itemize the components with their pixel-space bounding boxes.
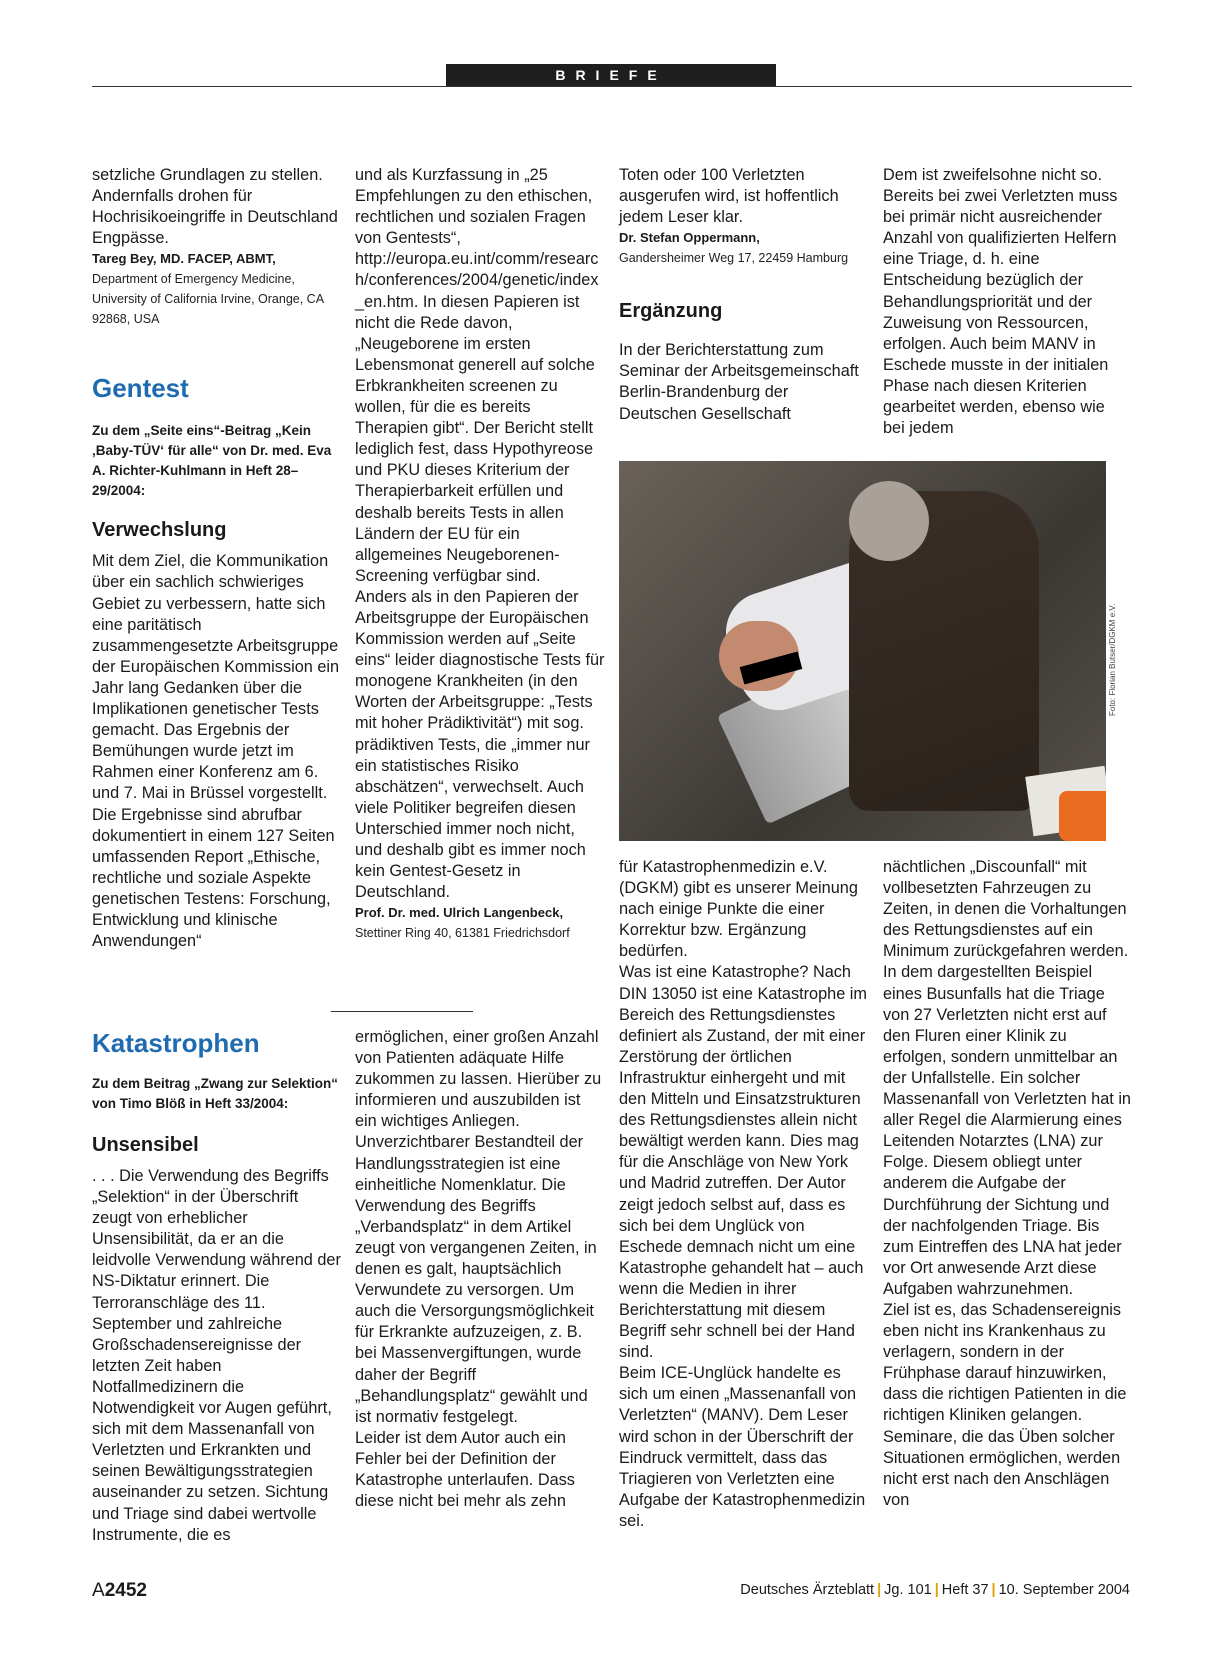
letter-heading: Unsensibel [92, 1134, 199, 1156]
column-1-top [92, 165, 342, 952]
journal-volume: Jg. 101 [884, 1582, 932, 1598]
article-reference: Zu dem Beitrag „Zwang zur Selektion“ von Timo Blöß in Heft 33/2004: [92, 1076, 339, 1111]
column-4-top [883, 165, 1128, 439]
author-signature: Prof. Dr. med. Ulrich Langenbeck, [355, 905, 564, 921]
paragraph: Beim ICE-Unglück handelte es sich um einen „Massenanfall von Verletzten“ (MANV). Dem Leser wird schon in der Überschrift der Eindruck vermittelt, dass das Triagieren von Verletzten eine Aufgabe der Katastrophenmedizin sei. [619, 1364, 866, 1530]
author-address: Gandersheimer Weg 17, 22459 Hamburg [619, 251, 849, 266]
author-address: Stettiner Ring 40, 61381 Friedrichsdorf [355, 926, 570, 941]
paragraph: setzliche Grundlagen zu stellen. Andernfalls drohen für Hochrisikoeingriffe in Deutschland Engpässe. [92, 166, 338, 248]
paragraph: Was ist eine Katastrophe? Nach DIN 13050 ist eine Katastrophe im Bereich des Rettungsdienstes definiert als Zustand, der mit einer Zerstörung der örtlichen Infrastruktur einhergeht und mit den Mitteln und Einsatzstrukturen des Rettungsdienstes allein nicht bewältigt werden kann. Dies mag für die Anschläge von New York und Madrid zutreffen. Der Autor zeigt jedoch selbst auf, dass es sich bei dem Unglück von Eschede demnach nicht um eine Katastrophe gehandelt hat – auch wenn die Medien in ihrer Berichterstattung mit diesem Begriff sehr schnell bei der Hand sind. [619, 963, 867, 1362]
paragraph: ermöglichen, einer großen Anzahl von Patienten adäquate Hilfe zukommen zu lassen. Hierüber zu informieren und auszubilden ist ein wichtiges Anliegen. [355, 1028, 602, 1131]
paragraph: Unverzichtbarer Bestandteil der Handlungsstrategien ist eine einheitliche Nomenklatur. Die Verwendung des Begriffs „Verbandsplatz“ in dem Artikel zeugt von vergangenen Zeiten, in denen es galt, hauptsächlich Verwundete zu versorgen. Um auch die Versorgungsmöglichkeit für Erkrankte aufzuzeigen, z. B. bei Massenvergiftungen, wurde daher der Begriff „Behandlungsplatz“ gewählt und ist normativ festgelegt. [355, 1133, 597, 1426]
paragraph: und als Kurzfassung in „25 Empfehlungen zu den ethischen, rechtlichen und sozialen Fragen von Gentests“, http://europa.eu.int/comm/research/conferences/2004/genetic/index_en.htm. In diesen Papieren ist nicht die Rede davon, „Neugeborene im ersten Lebensmonat generell auf solche Erbkrankheiten screenen zu wollen, für die es bereits Therapien gibt“. Der Bericht stellt lediglich fest, dass Hypothyreose und PKU dieses Kriterium der Therapierbarkeit erfüllen und deshalb bereits Tests in allen Ländern der EU für ein allgemeines Neugeborenen-Screening verfügbar sind. [355, 166, 599, 585]
medic-head-shape [849, 481, 929, 561]
footer-citation [740, 1582, 1130, 1598]
journal-issue: Heft 37 [941, 1582, 989, 1598]
paragraph: Toten oder 100 Verletzten ausgerufen wird, ist hoffentlich jedem Leser klar. [619, 166, 839, 227]
paragraph: Ziel ist es, das Schadensereignis eben nicht ins Krankenhaus zu verlagern, sondern in der Frühphase darauf hinzuwirken, dass die richtigen Patienten in die richtigen Kliniken gelangen. Seminare, die das Üben solcher Situationen ermöglichen, werden nicht erst nach den Anschlägen von [883, 1300, 1127, 1509]
author-signature: Tareg Bey, MD. FACEP, ABMT, [92, 251, 276, 267]
paragraph: für Katastrophenmedizin e.V. (DGKM) gibt es unserer Meinung nach einige Punkte die einer Korrektur bzw. Ergänzung bedürfen. [619, 858, 858, 961]
column-3-top [619, 165, 864, 425]
journal-name: Deutsches Ärzteblatt [740, 1582, 875, 1598]
page-number-value: 2452 [104, 1580, 147, 1601]
photo-credit: Foto: Florian Butser/DGKM e.V. [1108, 603, 1117, 716]
divider-line [331, 1011, 473, 1012]
article-reference: Zu dem „Seite eins“-Beitrag „Kein ‚Baby-TÜV‘ für alle“ von Dr. med. Eva A. Richter-Kuhlmann in Heft 28–29/2004: [92, 423, 332, 499]
column-1-bottom [92, 1028, 342, 1546]
paragraph: In der Berichterstattung zum Seminar der Arbeitsgemeinschaft Berlin-Brandenburg der Deutschen Gesellschaft [619, 341, 859, 423]
column-3-bottom [619, 857, 869, 1532]
rescue-photo [619, 461, 1106, 841]
column-2-bottom [355, 1027, 605, 1512]
section-heading: Gentest [92, 373, 189, 404]
separator: | [991, 1582, 996, 1598]
section-heading: Katastrophen [92, 1028, 260, 1058]
letter-heading: Ergänzung [619, 300, 723, 323]
paragraph: Dem ist zweifelsohne nicht so. Bereits bei zwei Verletzten muss bei primär nicht ausreichender Anzahl von qualifizierten Helfern eine Triage, d. h. eine Entscheidung bezüglich der Behandlungspriorität und der Zuweisung von Ressourcen, erfolgen. Auch beim MANV in Eschede musste in der initialen Phase nach diesen Kriterien gearbeitet werden, ebenso wie bei jedem [883, 166, 1118, 438]
paragraph: Mit dem Ziel, die Kommunikation über ein sachlich schwieriges Gebiet zu verbessern, hatte sich eine paritätisch zusammengesetzte Arbeitsgruppe der Europäischen Kommission ein Jahr lang Gedanken über die Implikationen genetischer Tests gemacht. Das Ergebnis der Bemühungen wurde jetzt im Rahmen einer Konferenz am 6. und 7. Mai in Brüssel vorgestellt. Die Ergebnisse sind abrufbar dokumentiert in einem 127 Seiten umfassenden Report „Ethische, rechtliche und soziale Aspekte genetischen Testens: Forschung, Entwicklung und klinische Anwendungen“ [92, 552, 340, 951]
paragraph: Anders als in den Papieren der Arbeitsgruppe der Europäischen Kommission werden auf „Seite eins“ leider diagnostische Tests für monogene Krankheiten (in den Worten der Arbeitsgruppe: „Tests mit hoher Prädiktivität“) mit sog. prädiktiven Tests, die „immer nur ein statistisches Risiko abschätzen“, verwechselt. Auch viele Politiker begreifen diesen Unterschied immer noch nicht, und deshalb gibt es immer noch kein Gentest-Gesetz in Deutschland. [355, 587, 605, 902]
section-label: BRIEFE [446, 64, 776, 86]
separator: | [934, 1582, 939, 1598]
paragraph: . . . Die Verwendung des Begriffs „Selektion“ in der Überschrift zeugt von erheblicher Unsensibilität, da er an die leidvolle Verwendung während der NS-Diktatur erinnert. Die Terroranschläge des 11. September und zahlreiche Großschadensereignisse der letzten Zeit haben Notfallmedizinern die Notwendigkeit vor Augen geführt, sich mit dem Massenanfall von Verletzten und Erkrankten und seinen Bewältigungsstrategien auseinander zu setzen. Sichtung und Triage sind dabei wertvolle Instrumente, die es [92, 1167, 341, 1544]
author-signature: Dr. Stefan Oppermann, [619, 230, 760, 246]
page-number [92, 1580, 147, 1602]
orange-case-shape [1059, 791, 1106, 841]
column-4-bottom [883, 857, 1133, 1511]
author-address: Department of Emergency Medicine, University of California Irvine, Orange, CA 92868, USA [92, 272, 324, 327]
letter-heading: Verwechslung [92, 519, 227, 542]
paragraph: nächtlichen „Discounfall“ mit vollbesetzten Fahrzeugen zu Zeiten, in denen die Vorhaltungen des Rettungsdienstes auf ein Minimum zurückgefahren werden. [883, 858, 1129, 961]
issue-date: 10. September 2004 [998, 1582, 1130, 1598]
separator: | [877, 1582, 882, 1598]
column-2-top [355, 165, 605, 943]
paragraph: Leider ist dem Autor auch ein Fehler bei der Definition der Katastrophe unterlaufen. Dass diese nicht bei mehr als zehn [355, 1428, 575, 1511]
header-rule [92, 86, 1132, 87]
page-prefix: A [92, 1580, 105, 1601]
paragraph: In dem dargestellten Beispiel eines Busunfalls hat die Triage von 27 Verletzten nicht erst auf den Fluren einer Klinik zu erfolgen, sondern unmittelbar an der Unfallstelle. Ein solcher Massenanfall von Verletzten hat in aller Regel die Alarmierung eines Leitenden Notarztes (LNA) zur Folge. Diesem obliegt unter anderem die Aufgabe der Durchführung der Sichtung und der nachfolgenden Triage. Bis zum Eintreffen des LNA hat jeder vor Ort anwesende Arzt diese Aufgaben wahrzunehmen. [883, 963, 1131, 1298]
